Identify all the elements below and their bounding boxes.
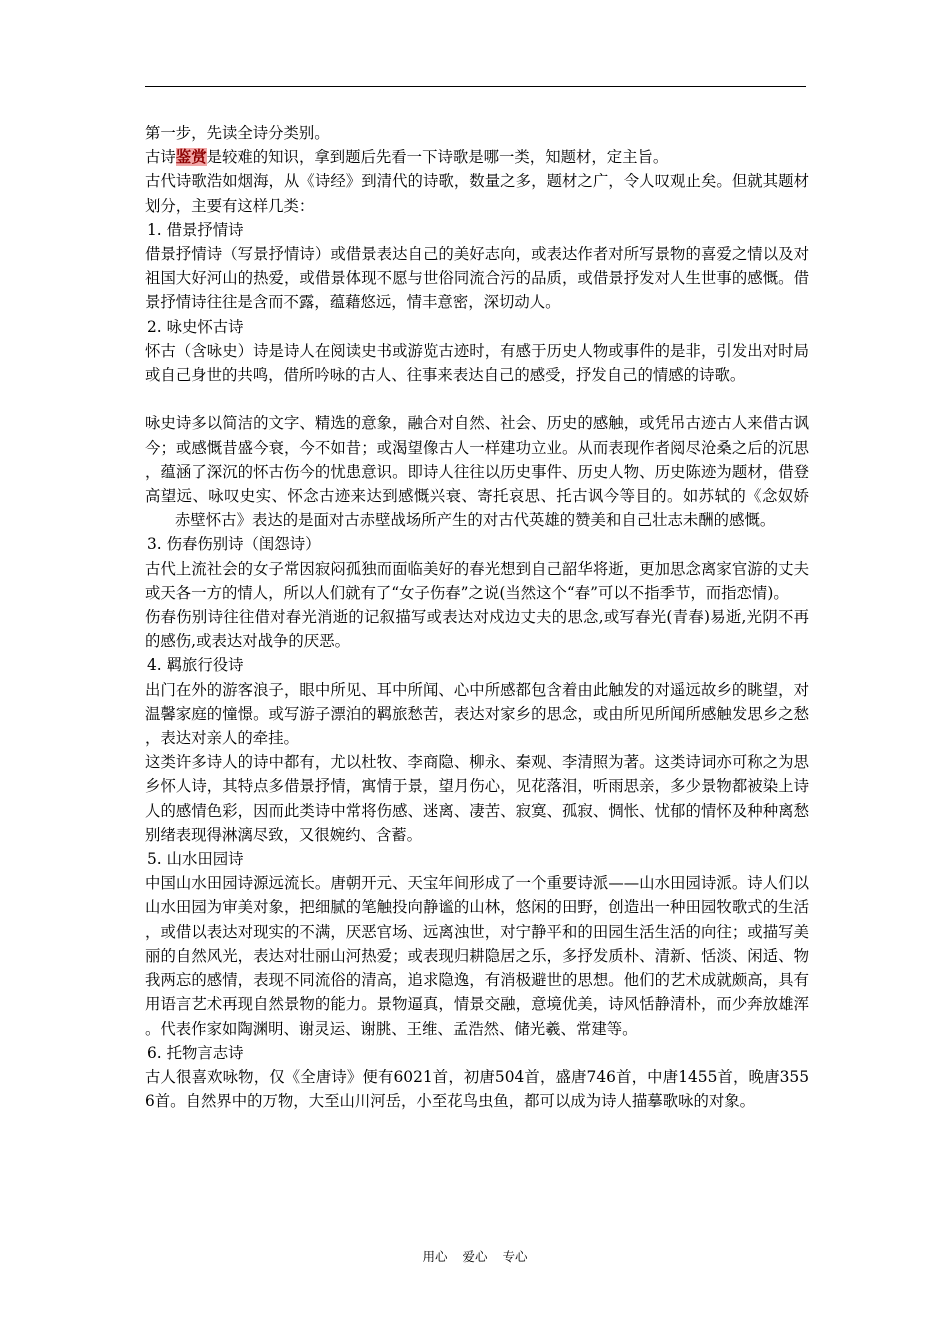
header-rule bbox=[145, 86, 806, 87]
section-heading: 4. 羁旅行役诗 bbox=[147, 656, 244, 675]
paragraph: 咏史诗多以简洁的文字、精选的意象，融合对自然、社会、历史的感触，或凭吊古迹古人来借古讽今；或感慨昔盛今衰，今不如昔；或渴望像古人一样建功立业。从而表现作者阅尽沧桑之后的沉思，蕴涵了深沉的怀古伤今的忧患意识。即诗人往往以历史事件、历史人物、历史陈迹为题材，借登高望远、咏叹史实、怀念古迹来达到感慨兴衰、寄托哀思、托古讽今等目的。如苏轼的《念奴娇赤壁怀古》表达的是面对古赤壁战场所产生的对古代英雄的赞美和自己壮志未酬的感慨。 bbox=[145, 414, 809, 530]
paragraph: 古代上流社会的女子常因寂闷孤独而面临美好的春光想到自己韶华将逝，更加思念离家官游的丈夫或天各一方的情人，所以人们就有了“女子伤春”之说(当然这个“春”可以不指季节，而指恋情)。 bbox=[145, 559, 809, 602]
paragraph: 古人很喜欢咏物，仅《全唐诗》便有6021首，初唐504首，盛唐746首，中唐1455首，晚唐3556首。自然界中的万物，大至山川河岳，小至花鸟虫鱼，都可以成为诗人描摹歌咏的对象。 bbox=[145, 1067, 809, 1111]
intro-line: 古代诗歌浩如烟海，从《诗经》到清代的诗歌，数量之多，题材之广，令人叹观止矣。但就其题材划分，主要有这样几类： bbox=[145, 172, 809, 215]
section-heading: 2. 咏史怀古诗 bbox=[147, 317, 244, 336]
section-heading: 5. 山水田园诗 bbox=[147, 850, 244, 869]
section-heading: 3. 伤春伤别诗（闺怨诗） bbox=[147, 535, 321, 554]
page-footer bbox=[0, 1249, 950, 1265]
intro-line: 第一步，先读全诗分类别。 bbox=[145, 124, 330, 142]
section-heading: 6. 托物言志诗 bbox=[147, 1043, 244, 1062]
paragraph: 借景抒情诗（写景抒情诗）或借景表达自己的美好志向，或表达作者对所写景物的喜爱之情以及对祖国大好河山的热爱，或借景体现不愿与世俗同流合污的品质，或借景抒发对人生世事的感慨。借景抒情诗往往是含而不露，蕴藉悠远，情丰意密，深切动人。 bbox=[145, 245, 809, 312]
paragraph: 伤春伤别诗往往借对春光消逝的记叙描写或表达对戍边丈夫的思念,或写春光(青春)易逝,光阴不再的感伤,或表达对战争的厌恶。 bbox=[145, 608, 809, 651]
intro-line: 古诗鉴赏是较难的知识，拿到题后先看一下诗歌是哪一类，知题材，定主旨。 bbox=[145, 148, 669, 167]
footer-word: 爱心 bbox=[462, 1249, 488, 1264]
blank-line bbox=[145, 387, 809, 411]
paragraph: 出门在外的游客浪子，眼中所见、耳中所闻、心中所感都包含着由此触发的对遥远故乡的眺望，对温馨家庭的憧憬。或写游子漂泊的羁旅愁苦，表达对家乡的思念，或由所见所闻所感触发思乡之愁，表达对亲人的牵挂。 bbox=[145, 680, 809, 748]
paragraph: 中国山水田园诗源远流长。唐朝开元、天宝年间形成了一个重要诗派——山水田园诗派。诗人们以山水田园为审美对象，把细腻的笔触投向静谧的山林，悠闲的田野，创造出一种田园牧歌式的生活，或借以表达对现实的不满，厌恶官场、远离浊世，对宁静平和的田园生活生活的向往；或描写美丽的自然风光，表达对壮丽山河热爱；或表现归耕隐居之乐，多抒发质朴、清新、恬淡、闲适、物我两忘的感情，表现不同流俗的清高，追求隐逸，有消极避世的思想。他们的艺术成就颇高，具有用语言艺术再现自然景物的能力。景物逼真，情景交融，意境优美，诗风恬静清朴，而少奔放雄浑。代表作家如陶渊明、谢灵运、谢朓、王维、孟浩然、储光羲、常建等。 bbox=[145, 874, 809, 1038]
footer-word: 专心 bbox=[502, 1249, 528, 1264]
paragraph: 这类许多诗人的诗中都有，尤以杜牧、李商隐、柳永、秦观、李清照为著。这类诗词亦可称之为思乡怀人诗，其特点多借景抒情，寓情于景，望月伤心，见花落泪，听雨思亲，多少景物都被染上诗人的感情色彩，因而此类诗中常将伤感、迷离、凄苦、寂寞、孤寂、惆怅、忧郁的情怀及种种离愁别绪表现得淋漓尽致，又很婉约、含蓄。 bbox=[145, 753, 809, 844]
paragraph: 怀古（含咏史）诗是诗人在阅读史书或游览古迹时，有感于历史人物或事件的是非，引发出对时局或自己身世的共鸣，借所吟咏的古人、往事来表达自己的感受，抒发自己的情感的诗歌。 bbox=[145, 341, 809, 385]
highlighted-term: 鉴赏 bbox=[175, 148, 207, 167]
document-body bbox=[145, 121, 809, 1113]
footer-word: 用心 bbox=[422, 1249, 448, 1264]
section-heading: 1. 借景抒情诗 bbox=[147, 220, 244, 239]
